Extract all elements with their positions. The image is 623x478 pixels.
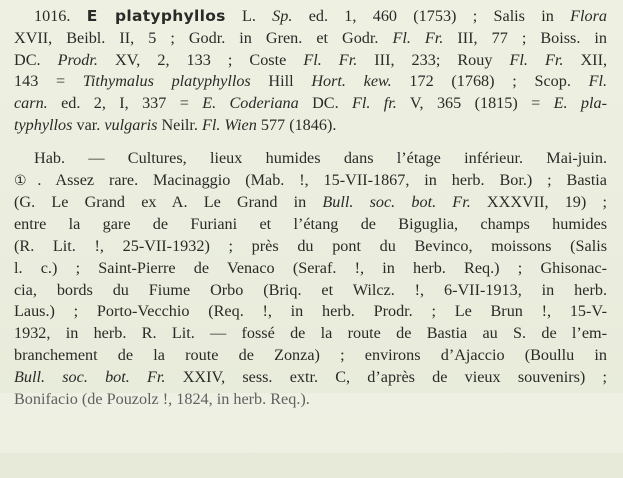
text-segment: ed. 1, 460 (1753) ; Salis in (292, 7, 571, 25)
text-segment: Fl. Fr. (303, 50, 358, 69)
text-segment: Flora (570, 7, 608, 25)
text-segment: typhyllos (14, 115, 73, 134)
text-segment: l. c.) ; Saint-Pierre de Venaco (Seraf. !, in herb. Req.) ; Ghisonac- (14, 258, 607, 277)
text-segment: cia, bords du Fiume Orbo (Briq. et Wilcz. !, 6-VII-1913, in herb. (14, 280, 607, 299)
text-segment: branchement de la route de Zonza) ; environs d’Ajaccio (Boullu in (14, 345, 607, 364)
text-segment: Hill (250, 72, 312, 91)
text-segment: Hort. kew. (311, 72, 392, 91)
text-line (14, 192, 607, 214)
text-segment: XV, 2, 133 ; Coste (97, 50, 304, 69)
text-segment: Hab. — Cultures, lieux humides dans l’étage inférieur. Mai-juin. (34, 148, 607, 167)
text-segment: Fl. (588, 72, 608, 91)
text-segment: XXIV, sess. extr. C, d’après de vieux souvenirs) ; (165, 367, 607, 386)
text-segment: vulgaris (104, 115, 158, 134)
text-segment: E. pla- (553, 94, 607, 113)
text-segment: DC. (298, 94, 353, 113)
text-segment: XXXVII, 19) ; (470, 193, 607, 212)
text-segment: XVII, Beibl. II, 5 ; Godr. in Gren. et Godr. (14, 28, 393, 47)
text-line (14, 93, 607, 115)
text-segment: Sp. (272, 7, 293, 25)
text-line (14, 148, 607, 170)
text-line (14, 170, 607, 193)
text-line (14, 28, 607, 50)
text-segment: E (86, 7, 115, 25)
text-segment: 1932, in herb. R. Lit. — fossé de la route de Bastia au S. de l’em- (14, 324, 607, 343)
text-segment: Fl. Fr. (509, 50, 564, 69)
text-segment: 172 (1768) ; Scop. (391, 72, 589, 91)
text-line (14, 301, 607, 323)
text-segment: 577 (1846). (256, 115, 337, 134)
text-segment: III, 233; Rouy (357, 50, 510, 69)
text-line (14, 236, 607, 258)
text-segment: DC. (14, 50, 58, 69)
paragraph-gap (14, 137, 607, 148)
text-segment: XII, (563, 50, 608, 69)
text-segment: L. (225, 7, 273, 25)
text-segment: 1016. (34, 7, 87, 25)
text-line (14, 6, 607, 28)
text-segment: Bull. soc. bot. Fr. (14, 367, 166, 386)
text-segment: platyphyllos (114, 7, 226, 25)
text-segment: Fl. Wien (201, 115, 257, 134)
text-line (14, 258, 607, 280)
text-segment: Fl. Fr. (392, 28, 444, 47)
text-segment: Bull. soc. bot. Fr. (322, 193, 471, 212)
text-segment: var. (72, 115, 105, 134)
text-line (14, 50, 607, 72)
text-segment: Bonifacio (de Pouzolz !, 1824, in herb. Req.). (14, 389, 310, 408)
text-line (14, 280, 607, 302)
text-line (14, 71, 607, 93)
text-segment: Prodr. (57, 50, 98, 69)
text-segment: Neilr. (157, 115, 202, 134)
text-segment: Tithymalus platyphyllos (82, 72, 251, 91)
text-line (14, 345, 607, 367)
text-segment: ed. 2, I, 337 = (47, 94, 203, 113)
text-segment: (R. Lit. !, 25-VII-1932) ; près du pont du Bevinco, moissons (Salis (14, 236, 607, 255)
text-line (14, 214, 607, 236)
text-line (14, 367, 607, 389)
text-line (14, 389, 607, 411)
nomenclature-entry (14, 6, 607, 137)
annual-symbol: ① (14, 172, 38, 189)
text-segment: E. Coderiana (202, 94, 299, 113)
text-segment: carn. (14, 94, 48, 113)
text-segment: V, 365 (1815) = (396, 94, 554, 113)
text-line (14, 115, 607, 137)
text-segment: . Assez rare. Macinaggio (Mab. !, 15-VII-1867, in herb. Bor.) ; Bastia (37, 170, 607, 189)
text-segment: III, 77 ; Boiss. in (443, 28, 607, 47)
habitat-paragraph (14, 148, 607, 411)
text-line (14, 323, 607, 345)
text-segment: Fl. fr. (352, 94, 397, 113)
text-segment: 143 = (14, 72, 83, 91)
text-segment: Laus.) ; Porto-Vecchio (Req. !, in herb. Prodr. ; Le Brun !, 15-V- (14, 302, 607, 321)
text-segment: entre la gare de Furiani et l’étang de Biguglia, champs humides (14, 215, 607, 234)
text-segment: (G. Le Grand ex A. Le Grand in (14, 193, 323, 212)
